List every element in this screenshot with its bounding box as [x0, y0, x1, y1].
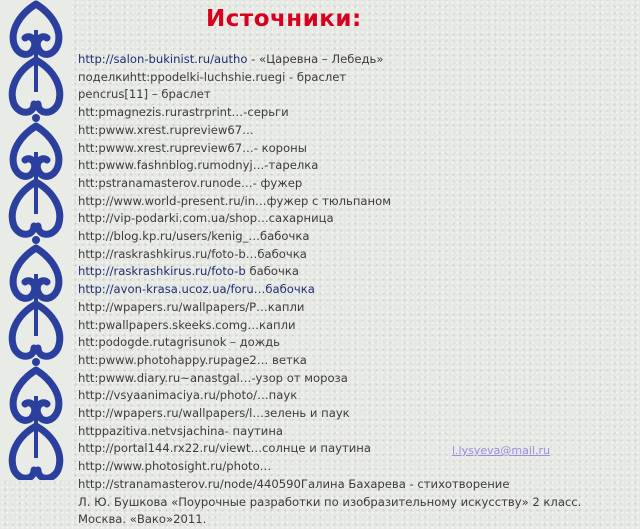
source-line: [78, 458, 633, 476]
source-line: [78, 140, 633, 158]
source-text: pencrus[11] – браслет: [78, 87, 211, 102]
blue-kazakh-ornament-icon: [0, 0, 72, 480]
source-text: http://wpapers.ru/wallpapers/l…зелень и паук: [78, 406, 350, 421]
source-line: [78, 494, 633, 529]
source-line: [78, 228, 633, 246]
source-link[interactable]: http://salon-bukinist.ru/autho: [78, 52, 248, 66]
source-text: htt:podogde.rutagrisunok – дождь: [78, 335, 281, 350]
source-text: http://raskrashkirus.ru/foto-b…бабочка: [78, 246, 307, 261]
source-text: http://vsyaanimaciya.ru/photo/…паук: [78, 388, 298, 403]
source-text: http://blog.kp.ru/users/kenig_…бабочка: [78, 229, 310, 244]
source-line: [78, 86, 633, 104]
source-line: [78, 476, 633, 494]
source-line: [78, 122, 633, 140]
source-line: [78, 69, 633, 87]
source-link[interactable]: http://raskrashkirus.ru/foto-b: [78, 264, 246, 279]
source-text: htt:pwww.photohappy.rupage2… ветка: [78, 352, 307, 367]
source-text: http://stranamasterov.ru/node/440590Галина Бахарева - стихотворение: [78, 476, 510, 491]
source-line: [78, 104, 633, 122]
source-text: бабочка: [245, 264, 299, 279]
source-text: - «Царевна – Лебедь»: [247, 52, 384, 66]
source-text: htt:pwww.diary.ru~anastgal…-узор от мороза: [78, 370, 348, 385]
source-text: http://portal144.rx22.ru/viewt…солнце и паутина: [78, 441, 371, 456]
source-line: [78, 387, 633, 405]
source-line: [78, 334, 633, 352]
source-line: [78, 317, 633, 335]
source-text: htt:pwallpapers.skeeks.comg…капли: [78, 317, 296, 332]
source-line: [78, 423, 633, 441]
source-text: htt:pwww.xrest.rupreview67…- короны: [78, 140, 307, 155]
source-line: [78, 405, 633, 423]
source-text: htt:pwww.xrest.rupreview67…: [78, 122, 254, 137]
source-link[interactable]: http://avon-krasa.ucoz.ua/foru…бабочка: [78, 282, 315, 297]
source-text: Л. Ю. Бушкова «Поурочные разработки по изобразительному искусству» 2 класс. Москва. «Вако»2011.: [78, 494, 582, 527]
source-line: [78, 263, 633, 281]
source-line: [78, 281, 633, 299]
source-text: htt:pwww.fashnblog.rumodnyj…-тарелка: [78, 158, 319, 173]
source-line: [78, 175, 633, 193]
source-text: htt:pmagnezis.rurastrprint…-серьги: [78, 105, 289, 120]
source-line: [78, 352, 633, 370]
source-text: http://vip-podarki.com.ua/shop…сахарница: [78, 211, 334, 226]
source-text: httppazitiva.netvsjachina- паутина: [78, 423, 284, 438]
source-text: htt:pstranamasterov.runode…- фужер: [78, 175, 303, 190]
source-line: [78, 193, 633, 211]
sources-list: [78, 51, 633, 529]
source-line: [78, 210, 633, 228]
page-title: Источники:: [206, 6, 362, 32]
source-line: [78, 157, 633, 175]
source-text: http://www.photosight.ru/photo…: [78, 459, 272, 474]
source-text: http://www.world-present.ru/in…фужер с тюльпаном: [78, 193, 391, 208]
source-text: http://wpapers.ru/wallpapers/P…капли: [78, 299, 305, 314]
source-text: поделкиhtt:ppodelki-luchshie.ruegi - браслет: [78, 69, 347, 84]
source-line: [78, 299, 633, 317]
source-line: [78, 370, 633, 388]
author-email-link[interactable]: l.lysyeva@mail.ru: [452, 444, 550, 457]
source-line: [78, 51, 633, 69]
source-line: [78, 246, 633, 264]
